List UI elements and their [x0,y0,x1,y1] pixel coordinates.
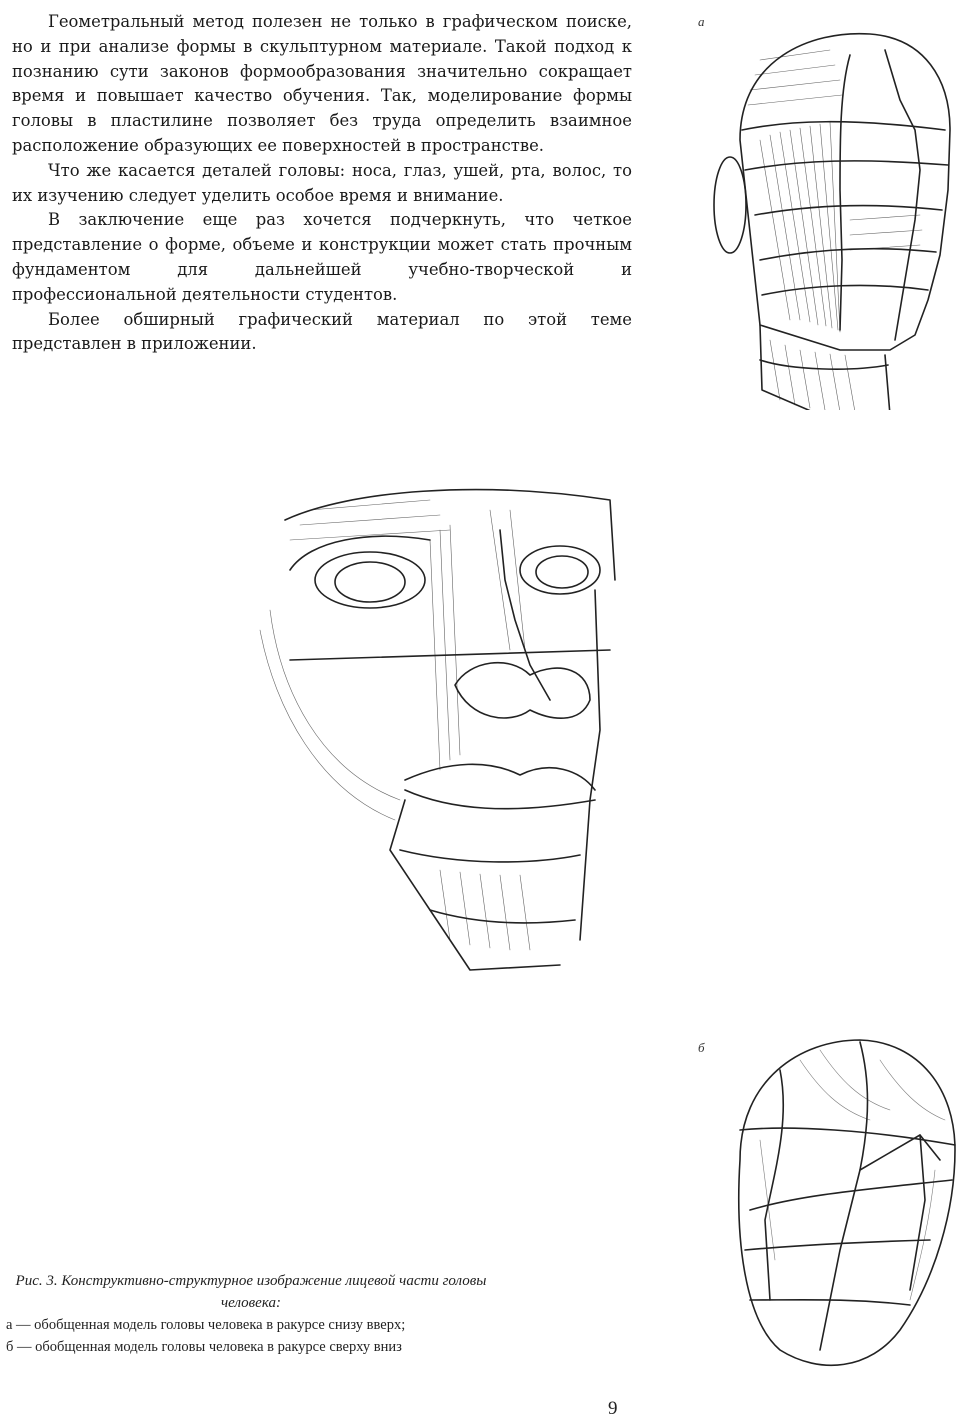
caption-item-a: а — обобщенная модель головы человека в ракурсе снизу вверх; [6,1317,406,1333]
page-number: 9 [608,1398,618,1419]
figure-label-a: а [698,14,705,29]
figure-caption [6,1270,496,1358]
paragraph-3: В заключение еще раз хочется подчеркнуть, что четкое представление о форме, объеме и конструкции может стать прочным фундаментом для дальнейшей учебно-творческой и профессиональной деятельности студентов. [12,210,632,304]
figure-label-b: б [698,1040,705,1055]
body-text [12,10,632,357]
sketch-head-from-below [700,20,960,410]
paragraph-2: Что же касается деталей головы: носа, глаз, ушей, рта, волос, то их изучению следует уделить особое время и внимание. [12,160,632,205]
caption-title: Рис. 3. Конструктивно-структурное изображение лицевой части головы человека: [15,1273,487,1311]
paragraph-1: Геометральный метод полезен не только в графическом поиске, но и при анализе формы в скульптурном материале. Такой подход к познанию сути законов формообразования значительно сокращает время и повышает качество обучения. Так, моделирование формы головы в пластилине позволяет без труда определить взаимное расположение образующих ее поверхностей в пространстве. [12,12,632,155]
sketch-face-structure [230,470,630,990]
paragraph-4: Более обширный графический материал по этой теме представлен в приложении. [12,309,632,354]
caption-item-b: б — обобщенная модель головы человека в ракурсе сверху вниз [6,1339,402,1355]
sketch-head-from-above [720,1020,970,1380]
